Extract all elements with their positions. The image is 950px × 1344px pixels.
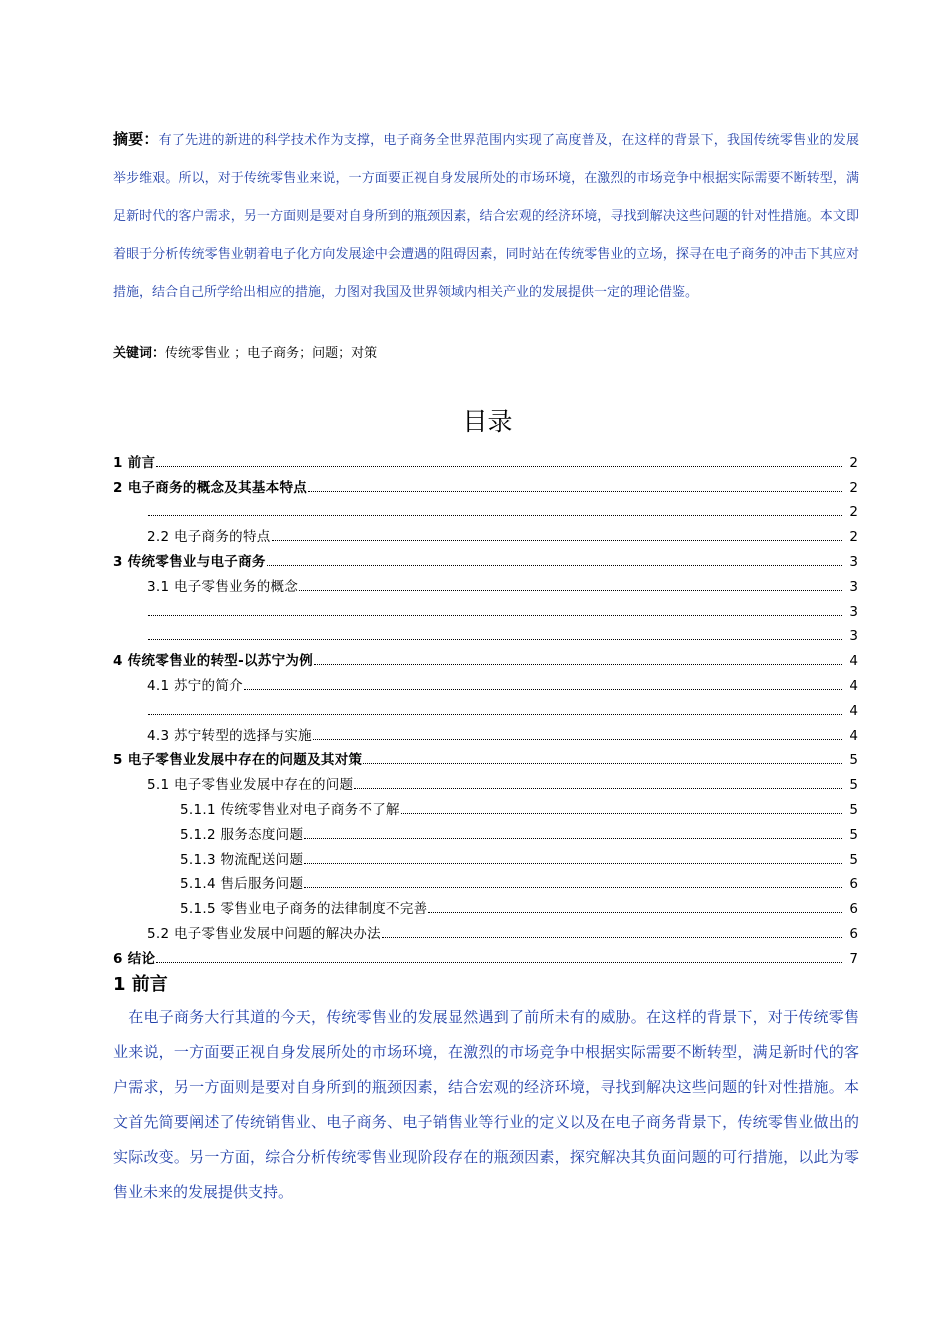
toc-leader-dots xyxy=(363,762,842,764)
keywords xyxy=(113,343,859,365)
toc-entry-page: 4 xyxy=(849,727,858,744)
toc-entry-page: 3 xyxy=(849,553,858,570)
toc-entry-title: 2 电子商务的概念及其基本特点 xyxy=(113,479,308,496)
toc-entry[interactable] xyxy=(113,894,858,919)
toc-entry-page: 7 xyxy=(849,950,858,967)
toc-leader-dots xyxy=(314,663,842,665)
toc-entry-page: 2 xyxy=(849,529,858,546)
toc-leader-dots xyxy=(382,936,842,938)
toc-entry[interactable] xyxy=(113,671,858,696)
toc-leader-dots xyxy=(304,886,842,888)
section-body-text: 在电子商务大行其道的今天，传统零售业的发展显然遇到了前所未有的威胁。在这样的背景下，对于传统零售业来说，一方面要正视自身发展所处的市场环境，在激烈的市场竞争中根据实际需要不断转型，满足新时代的客户需求，另一方面则是要对自身所到的瓶颈因素，结合宏观的经济环境，寻找到解决这些问题的针对性措施。本文首先简要阐述了传统销售业、电子商务、电子销售业等行业的定义以及在电子商务背景下，传统零售业做出的实际改变。另一方面，综合分析传统零售业现阶段存在的瓶颈因素，探究解决其负面问题的可行措施，以此为零售业未来的发展提供支持。 xyxy=(113,1008,859,1201)
toc-entry-title: 5.1.5 零售业电子商务的法律制度不完善 xyxy=(180,901,428,918)
toc-entry[interactable] xyxy=(113,473,858,498)
toc-entry-page: 6 xyxy=(849,925,858,942)
toc-entry-title: 5.2 电子零售业发展中问题的解决办法 xyxy=(147,925,381,942)
toc-entry[interactable] xyxy=(113,622,858,647)
toc-entry[interactable] xyxy=(113,795,858,820)
toc-leader-dots xyxy=(313,738,842,740)
toc-leader-dots xyxy=(156,465,842,467)
toc-leader-dots xyxy=(148,514,842,516)
toc-entry-title: 5 电子零售业发展中存在的问题及其对策 xyxy=(113,752,363,769)
toc-entry[interactable] xyxy=(113,870,858,895)
toc-entry-page: 3 xyxy=(849,628,858,645)
toc-title: 目录 xyxy=(462,407,513,436)
toc-entry-title: 5.1 电子零售业发展中存在的问题 xyxy=(147,777,354,794)
section-heading: 1 前言 xyxy=(113,974,168,995)
toc-entry[interactable] xyxy=(113,919,858,944)
toc-entry-page: 3 xyxy=(849,603,858,620)
toc-entry[interactable] xyxy=(113,845,858,870)
toc-entry[interactable] xyxy=(113,547,858,572)
keywords-label: 关键词： xyxy=(113,346,166,361)
toc-entry-title: 4 传统零售业的转型-以苏宁为例 xyxy=(113,653,313,670)
toc-entry-page: 6 xyxy=(849,901,858,918)
toc-entry-title: 5.1.1 传统零售业对电子商务不了解 xyxy=(180,801,400,818)
toc-leader-dots xyxy=(156,961,842,963)
toc-entry-page: 6 xyxy=(849,876,858,893)
toc-entry[interactable] xyxy=(113,721,858,746)
toc-entry-page: 5 xyxy=(849,851,858,868)
toc-entry-page: 2 xyxy=(849,454,858,471)
toc-entry-page: 5 xyxy=(849,801,858,818)
toc-entry[interactable] xyxy=(113,597,858,622)
toc-entry[interactable] xyxy=(113,944,858,969)
toc-entry-page: 4 xyxy=(849,677,858,694)
toc-entry-title: 5.1.3 物流配送问题 xyxy=(180,851,304,868)
toc-entry-title: 4.3 苏宁转型的选择与实施 xyxy=(147,727,312,744)
toc-entry-title: 3.1 电子零售业务的概念 xyxy=(147,578,299,595)
toc-leader-dots xyxy=(308,490,842,492)
toc-entry-title: 5.1.4 售后服务问题 xyxy=(180,876,304,893)
toc-leader-dots xyxy=(148,614,842,616)
section-body xyxy=(113,1000,859,1210)
toc-entry-page: 4 xyxy=(849,653,858,670)
table-of-contents xyxy=(113,448,858,969)
toc-entry-page: 2 xyxy=(849,504,858,521)
toc-entry[interactable] xyxy=(113,572,858,597)
toc-leader-dots xyxy=(428,911,842,913)
toc-entry[interactable] xyxy=(113,770,858,795)
toc-entry-title: 3 传统零售业与电子商务 xyxy=(113,553,266,570)
toc-entry-page: 4 xyxy=(849,702,858,719)
toc-leader-dots xyxy=(148,638,842,640)
abstract-text: 有了先进的新进的科学技术作为支撑，电子商务全世界范围内实现了高度普及，在这样的背景下，我国传统零售业的发展举步维艰。所以，对于传统零售业来说，一方面要正视自身发展所处的市场环境，在激烈的市场竞争中根据实际需要不断转型，满足新时代的客户需求，另一方面则是要对自身所到的瓶颈因素，结合宏观的经济环境，寻找到解决这些问题的针对性措施。本文即着眼于分析传统零售业朝着电子化方向发展途中会遭遇的阻碍因素，同时站在传统零售业的立场，探寻在电子商务的冲击下其应对措施，结合自己所学给出相应的措施，力图对我国及世界领域内相关产业的发展提供一定的理论借鉴。 xyxy=(113,133,859,300)
toc-entry[interactable] xyxy=(113,746,858,771)
toc-leader-dots xyxy=(267,564,842,566)
keywords-text: 传统零售业 ；电子商务；问题；对策 xyxy=(165,346,378,361)
toc-entry[interactable] xyxy=(113,522,858,547)
toc-entry-page: 5 xyxy=(849,752,858,769)
toc-entry-title: 1 前言 xyxy=(113,454,156,471)
toc-entry-page: 2 xyxy=(849,479,858,496)
toc-entry[interactable] xyxy=(113,448,858,473)
toc-entry[interactable] xyxy=(113,498,858,523)
toc-entry[interactable] xyxy=(113,696,858,721)
toc-leader-dots xyxy=(244,688,842,690)
toc-entry-page: 3 xyxy=(849,578,858,595)
toc-leader-dots xyxy=(304,862,842,864)
toc-leader-dots xyxy=(272,539,842,541)
toc-entry[interactable] xyxy=(113,646,858,671)
toc-entry-title: 5.1.2 服务态度问题 xyxy=(180,826,304,843)
toc-entry-page: 5 xyxy=(849,777,858,794)
toc-entry-title: 6 结论 xyxy=(113,950,156,967)
toc-entry-page: 5 xyxy=(849,826,858,843)
toc-entry-title: 4.1 苏宁的简介 xyxy=(147,677,243,694)
toc-entry[interactable] xyxy=(113,820,858,845)
toc-leader-dots xyxy=(354,787,842,789)
toc-leader-dots xyxy=(304,837,842,839)
abstract-label: 摘要： xyxy=(113,130,159,148)
toc-leader-dots xyxy=(299,589,842,591)
toc-entry-title: 2.2 电子商务的特点 xyxy=(147,529,271,546)
toc-leader-dots xyxy=(401,812,842,814)
toc-leader-dots xyxy=(148,713,842,715)
abstract xyxy=(113,120,859,312)
